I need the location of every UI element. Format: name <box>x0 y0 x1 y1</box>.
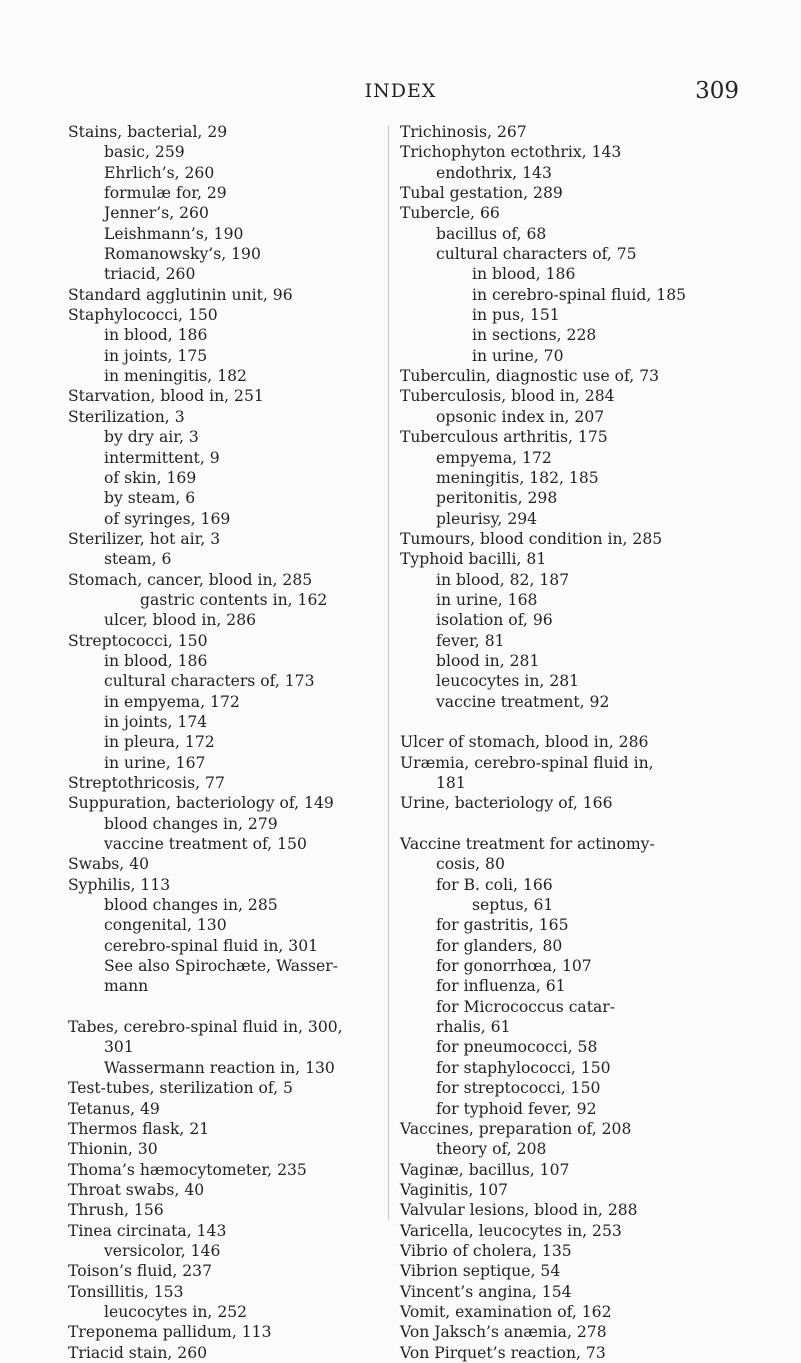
index-subentry: versicolor, 146 <box>104 1241 221 1260</box>
index-entry: Von Pirquet’s reaction, 73 <box>400 1343 606 1362</box>
index-entry: Vibrio of cholera, 135 <box>400 1241 572 1260</box>
index-subentry: leucocytes in, 252 <box>104 1302 248 1321</box>
index-subentry: for gonorrhœa, 107 <box>436 957 592 976</box>
index-subentry: in blood, 82, 187 <box>436 570 570 589</box>
index-entry: Thermos flask, 21 <box>68 1119 210 1138</box>
index-subentry: congenital, 130 <box>104 916 227 935</box>
index-entry: Thionin, 30 <box>68 1140 158 1159</box>
index-subentry: 301 <box>104 1038 134 1057</box>
index-subentry: fever, 81 <box>436 631 505 650</box>
index-subentry: blood changes in, 285 <box>104 896 278 915</box>
index-subentry: Jenner’s, 260 <box>104 204 209 223</box>
index-entry: Typhoid bacilli, 81 <box>400 550 547 569</box>
index-subentry: for glanders, 80 <box>436 936 563 955</box>
index-entry: Standard agglutinin unit, 96 <box>68 285 293 304</box>
index-subentry: formulæ for, 29 <box>104 184 227 203</box>
index-entry: Vaginæ, bacillus, 107 <box>400 1160 570 1179</box>
index-entry: Trichophyton ectothrix, 143 <box>400 143 622 162</box>
index-entry: Uræmia, cerebro-spinal fluid in, <box>400 753 654 772</box>
index-entry: Vaginitis, 107 <box>400 1180 509 1199</box>
index-subentry: for staphylococci, 150 <box>436 1058 611 1077</box>
index-entry: Toison’s fluid, 237 <box>68 1262 213 1281</box>
index-entry: Tabes, cerebro-spinal fluid in, 300, <box>68 1018 343 1037</box>
page-number: 309 <box>695 78 739 104</box>
index-entry: Streptothricosis, 77 <box>68 774 225 792</box>
index-subentry: mann <box>104 977 149 996</box>
index-entry: Swabs, 40 <box>68 855 150 874</box>
index-subentry: steam, 6 <box>104 550 172 569</box>
index-entry: Stains, bacterial, 29 <box>68 123 228 141</box>
index-entry: Valvular lesions, blood in, 288 <box>400 1201 638 1220</box>
index-entry: Staphylococci, 150 <box>68 306 218 325</box>
section-gap <box>68 997 388 1017</box>
index-subentry: leucocytes in, 281 <box>436 672 580 691</box>
index-subentry: See also Spirochæte, Wasser- <box>104 957 338 976</box>
index-subentry: Leishmann’s, 190 <box>104 224 244 243</box>
index-subentry: for streptococci, 150 <box>436 1079 601 1098</box>
index-entry: Vomit, examination of, 162 <box>400 1302 612 1321</box>
index-entry: Sterilizer, hot air, 3 <box>68 529 221 548</box>
index-subentry: bacillus of, 68 <box>436 224 547 243</box>
index-subentry: Wassermann reaction in, 130 <box>104 1058 335 1077</box>
index-entry: Trichinosis, 267 <box>400 123 527 141</box>
index-subentry: 181 <box>436 774 466 792</box>
index-entry: Throat swabs, 40 <box>68 1180 205 1199</box>
index-entry: Urine, bacteriology of, 166 <box>400 794 613 813</box>
index-entry: Triacid stain, 260 <box>68 1343 208 1362</box>
section-gap <box>400 712 740 732</box>
index-entry: Streptococci, 150 <box>68 631 208 650</box>
index-subentry: endothrix, 143 <box>436 163 552 182</box>
index-entry: Von Jaksch’s anæmia, 278 <box>400 1323 607 1342</box>
index-entry: Tetanus, 49 <box>68 1099 160 1118</box>
index-subentry: in urine, 167 <box>104 753 206 772</box>
index-entry: Stomach, cancer, blood in, 285 <box>68 570 313 589</box>
index-subentry: intermittent, 9 <box>104 448 220 467</box>
index-entry: Vincent’s angina, 154 <box>400 1282 572 1301</box>
index-column-left <box>68 122 388 1363</box>
index-entry: Vibrion septique, 54 <box>400 1262 561 1281</box>
index-subentry: for influenza, 61 <box>436 977 566 996</box>
index-subentry: empyema, 172 <box>436 448 552 467</box>
index-subentry: in sections, 228 <box>472 326 597 345</box>
index-subentry: cosis, 80 <box>436 855 505 874</box>
index-subentry: isolation of, 96 <box>436 611 553 630</box>
index-subentry: cultural characters of, 75 <box>436 245 637 264</box>
section-gap <box>400 814 740 834</box>
index-subentry: by steam, 6 <box>104 489 196 508</box>
index-subentry: in cerebro-spinal fluid, 185 <box>472 285 687 304</box>
index-subentry: in urine, 168 <box>436 590 538 609</box>
index-subentry: in empyema, 172 <box>104 692 240 711</box>
index-subentry: opsonic index in, 207 <box>436 407 605 426</box>
index-subentry: ulcer, blood in, 286 <box>104 611 257 630</box>
index-entry: Starvation, blood in, 251 <box>68 387 264 406</box>
index-subentry: cultural characters of, 173 <box>104 672 315 691</box>
index-subentry: blood in, 281 <box>436 651 540 670</box>
index-subentry: for gastritis, 165 <box>436 916 569 935</box>
page-title: INDEX <box>364 80 437 102</box>
index-subentry: vaccine treatment of, 150 <box>104 835 307 854</box>
index-entry: Varicella, leucocytes in, 253 <box>400 1221 622 1240</box>
index-entry: Tuberculosis, blood in, 284 <box>400 387 615 406</box>
index-subentry: peritonitis, 298 <box>436 489 558 508</box>
index-entry: Syphilis, 113 <box>68 875 171 894</box>
index-entry: Vaccines, preparation of, 208 <box>400 1119 632 1138</box>
index-entry: Treponema pallidum, 113 <box>68 1323 272 1342</box>
index-subentry: in meningitis, 182 <box>104 367 247 386</box>
index-subentry: gastric contents in, 162 <box>140 590 328 609</box>
index-subentry: in blood, 186 <box>104 651 208 670</box>
index-entry: Tuberculin, diagnostic use of, 73 <box>400 367 660 386</box>
index-subentry: rhalis, 61 <box>436 1018 511 1037</box>
index-subentry: by dry air, 3 <box>104 428 199 447</box>
column-divider <box>388 125 389 1220</box>
index-subentry: of syringes, 169 <box>104 509 231 528</box>
index-subentry: meningitis, 182, 185 <box>436 468 599 487</box>
index-subentry: blood changes in, 279 <box>104 814 278 833</box>
index-subentry: in joints, 174 <box>104 712 208 731</box>
index-subentry: in blood, 186 <box>104 326 208 345</box>
index-subentry: septus, 61 <box>472 896 554 915</box>
index-subentry: vaccine treatment, 92 <box>436 692 610 711</box>
index-subentry: for typhoid fever, 92 <box>436 1099 597 1118</box>
index-entry: Ulcer of stomach, blood in, 286 <box>400 733 649 752</box>
index-entry: Tonsillitis, 153 <box>68 1282 184 1301</box>
index-subentry: cerebro-spinal fluid in, 301 <box>104 936 319 955</box>
index-entry: Suppuration, bacteriology of, 149 <box>68 794 334 813</box>
index-subentry: for B. coli, 166 <box>436 875 553 894</box>
index-subentry: for Micrococcus catar- <box>436 997 616 1016</box>
index-entry: Tinea circinata, 143 <box>68 1221 227 1240</box>
index-subentry: in joints, 175 <box>104 346 208 365</box>
index-entry: Sterilization, 3 <box>68 407 185 426</box>
index-entry: Thoma’s hæmocytometer, 235 <box>68 1160 307 1179</box>
index-entry: Tumours, blood condition in, 285 <box>400 529 663 548</box>
index-entry: Tuberculous arthritis, 175 <box>400 428 608 447</box>
index-subentry: pleurisy, 294 <box>436 509 538 528</box>
index-subentry: in blood, 186 <box>472 265 576 284</box>
index-subentry: of skin, 169 <box>104 468 197 487</box>
index-entry: Thrush, 156 <box>68 1201 164 1220</box>
index-subentry: Ehrlich’s, 260 <box>104 163 215 182</box>
index-entry: Tubal gestation, 289 <box>400 184 563 203</box>
index-entry: Tubercle, 66 <box>400 204 500 223</box>
index-subentry: triacid, 260 <box>104 265 196 284</box>
index-entry: Test-tubes, sterilization of, 5 <box>68 1079 293 1098</box>
index-subentry: for pneumococci, 58 <box>436 1038 598 1057</box>
page-header <box>0 80 801 110</box>
index-subentry: in pleura, 172 <box>104 733 215 752</box>
index-subentry: in urine, 70 <box>472 346 564 365</box>
index-subentry: basic, 259 <box>104 143 185 162</box>
index-subentry: in pus, 151 <box>472 306 560 325</box>
index-entry: Vaccine treatment for actinomy- <box>400 835 655 854</box>
index-subentry: Romanowsky’s, 190 <box>104 245 261 264</box>
index-column-right <box>400 122 740 1363</box>
index-subentry: theory of, 208 <box>436 1140 547 1159</box>
